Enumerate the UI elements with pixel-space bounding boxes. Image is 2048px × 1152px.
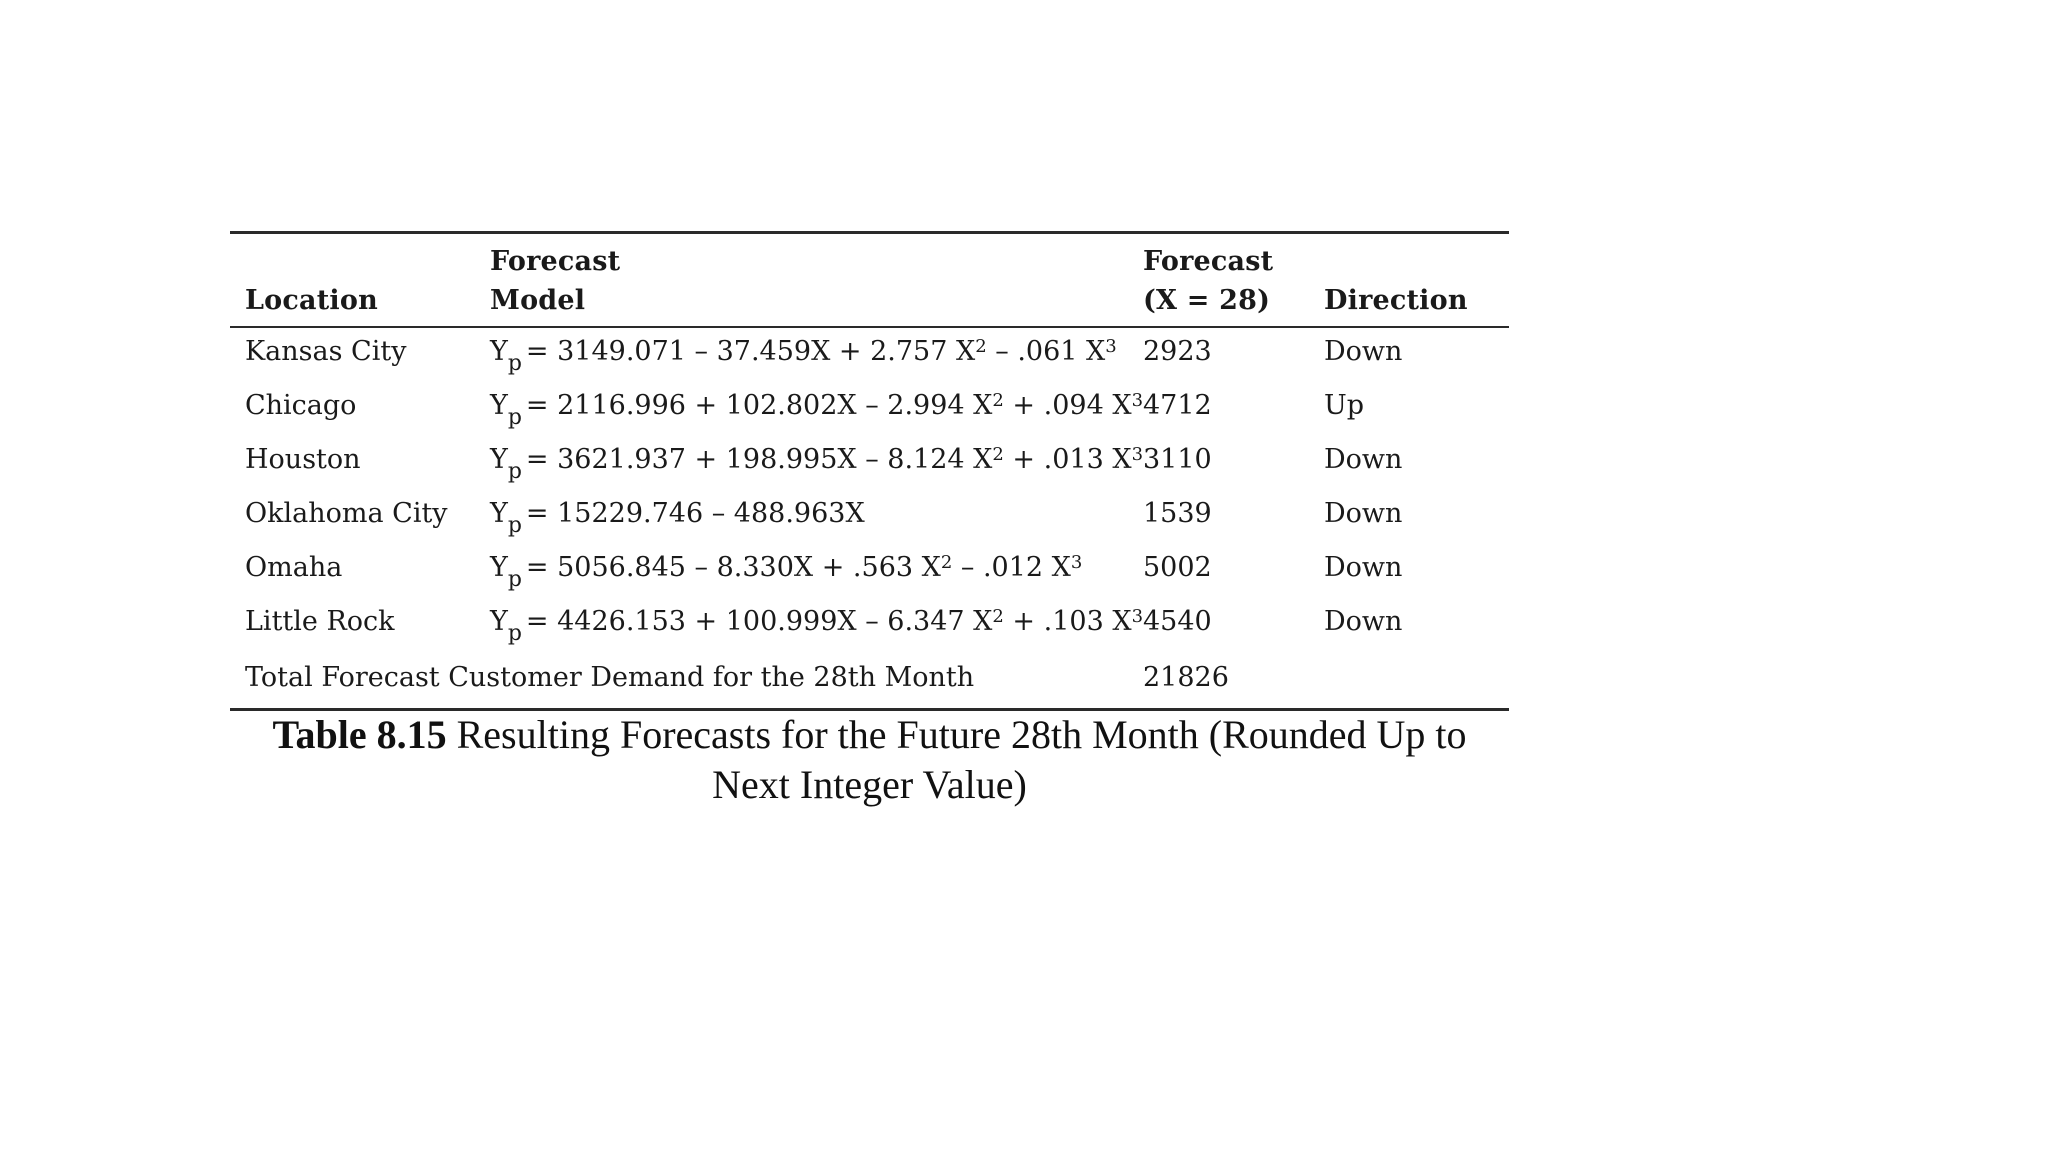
yp-symbol: $Y_p$ [490,552,522,592]
table-body [230,328,1509,708]
cell-direction: Down [1324,336,1403,367]
table-header [230,234,1509,326]
header-location: Location [245,285,378,316]
header-forecast-line2: (X = 28) [1143,285,1271,316]
cell-location: Oklahoma City [245,498,448,529]
cell-model: $Y_p = 3621.937 + 198.995X - 8.124$ $X^2 + .013$ $X^3$ [490,444,1144,484]
cell-forecast: 4540 [1143,606,1212,637]
cell-model: $Y_p = 2116.996 + 102.802X - 2.994$ $X^2 + .094$ $X^3$ [490,390,1144,430]
table-row [230,436,1509,490]
header-forecast-line1: Forecast [1143,246,1274,277]
table-caption [230,710,1509,810]
header-model-line2: Model [490,285,586,316]
yp-symbol: $Y_p$ [490,444,522,484]
table-total-row [230,652,1509,706]
cell-location: Kansas City [245,336,407,367]
cell-forecast: 2923 [1143,336,1212,367]
caption-label: Table 8.15 [272,712,447,757]
header-model-line1: Forecast [490,246,621,277]
yp-symbol: $Y_p$ [490,606,522,646]
cell-location: Chicago [245,390,357,421]
cell-model: $Y_p = 15229.746 - 488.963X$ [490,498,865,538]
total-value: 21826 [1143,662,1229,693]
cell-location: Houston [245,444,361,475]
yp-symbol: $Y_p$ [490,336,522,376]
cell-direction: Up [1324,390,1365,421]
cell-direction: Down [1324,552,1403,583]
cell-direction: Down [1324,444,1403,475]
yp-symbol: $Y_p$ [490,498,522,538]
cell-model: $Y_p = 4426.153 + 100.999X - 6.347$ $X^2 + .103$ $X^3$ [490,606,1144,646]
cell-forecast: 3110 [1143,444,1212,475]
forecast-table [230,231,1509,711]
table-row [230,328,1509,382]
table-row [230,544,1509,598]
header-direction: Direction [1324,285,1468,316]
yp-symbol: $Y_p$ [490,390,522,430]
cell-direction: Down [1324,498,1403,529]
cell-direction: Down [1324,606,1403,637]
table-row [230,490,1509,544]
cell-forecast: 1539 [1143,498,1212,529]
cell-model: $Y_p = 5056.845 - 8.330X + .563$ $X^2 - .012$ $X^3$ [490,552,1083,592]
caption-text: Resulting Forecasts for the Future 28th Month (Rounded Up to Next Integer Value) [456,712,1467,807]
cell-forecast: 4712 [1143,390,1212,421]
table-row [230,382,1509,436]
cell-model: $Y_p = 3149.071 - 37.459X + 2.757$ $X^2 - .061$ $X^3$ [490,336,1117,376]
table-row [230,598,1509,652]
cell-forecast: 5002 [1143,552,1212,583]
cell-location: Little Rock [245,606,395,637]
cell-location: Omaha [245,552,343,583]
total-label: Total Forecast Customer Demand for the 28th Month [245,662,975,693]
